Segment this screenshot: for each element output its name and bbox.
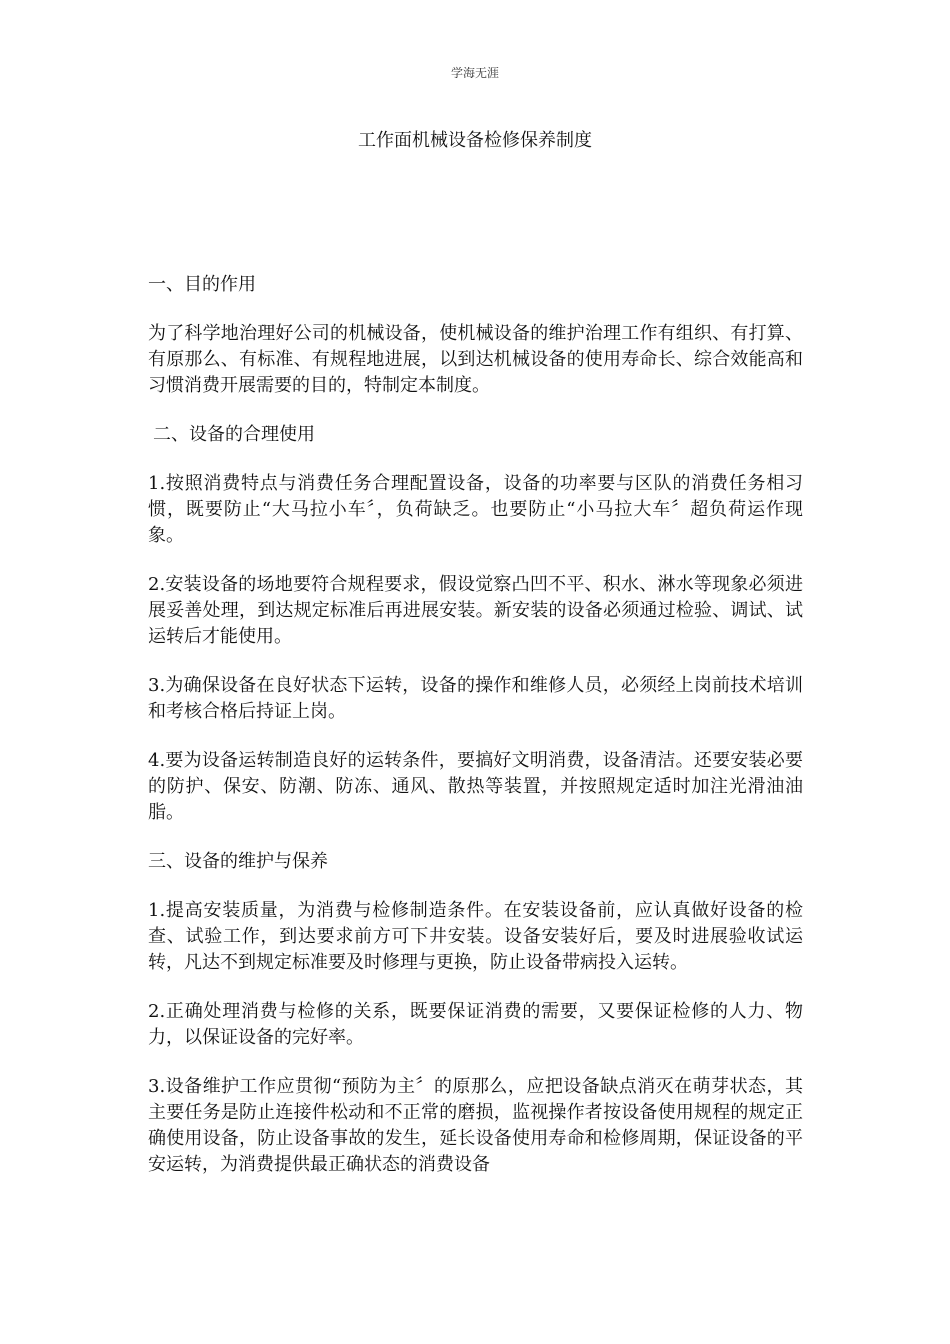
document-title: 工作面机械设备检修保养制度	[358, 130, 592, 151]
paragraph: 1.按照消费特点与消费任务合理配置设备，设备的功率要与区队的消费任务相习惯，既要防止“大马拉小车〞，负荷缺乏。也要防止“小马拉大车〞超负荷运作现象。	[148, 473, 803, 546]
paragraph: 3.为确保设备在良好状态下运转，设备的操作和维修人员，必须经上岗前技术培训和考核合格后持证上岗。	[148, 675, 803, 722]
section-heading-usage: 二、设备的合理使用	[153, 424, 315, 445]
paragraph: 3.设备维护工作应贯彻“预防为主〞的原那么，应把设备缺点消灭在萌芽状态，其主要任务是防止连接件松动和不正常的磨损，监视操作者按设备使用规程的规定正确使用设备，防止设备事故的发生，延长设备使用寿命和检修周期，保证设备的平安运转，为消费提供最正确状态的消费设备	[148, 1076, 803, 1175]
section-heading-purpose: 一、目的作用	[148, 274, 256, 295]
paragraph: 1.提高安装质量，为消费与检修制造条件。在安装设备前，应认真做好设备的检查、试验工作，到达要求前方可下井安装。设备安装好后，要及时进展验收试运转，凡达不到规定标准要及时修理与更换，防止设备带病投入运转。	[148, 900, 803, 973]
page-header: 学海无涯	[450, 66, 499, 80]
document-body	[148, 272, 803, 1201]
paragraph: 2.安装设备的场地要符合规程要求，假设觉察凸凹不平、积水、淋水等现象必须进展妥善处理，到达规定标准后再进展安装。新安装的设备必须通过检验、调试、试运转后才能使用。	[148, 574, 803, 647]
paragraph: 2.正确处理消费与检修的关系，既要保证消费的需要，又要保证检修的人力、物力，以保证设备的完好率。	[148, 1001, 803, 1048]
paragraph: 为了科学地治理好公司的机械设备，使机械设备的维护治理工作有组织、有打算、有原那么、有标准、有规程地进展，以到达机械设备的使用寿命长、综合效能高和习惯消费开展需要的目的，特制定本制度。	[148, 323, 803, 396]
paragraph: 4.要为设备运转制造良好的运转条件，要搞好文明消费，设备清洁。还要安装必要的防护、保安、防潮、防冻、通风、散热等装置，并按照规定适时加注光滑油油脂。	[148, 750, 803, 823]
section-heading-maintenance: 三、设备的维护与保养	[148, 851, 328, 872]
